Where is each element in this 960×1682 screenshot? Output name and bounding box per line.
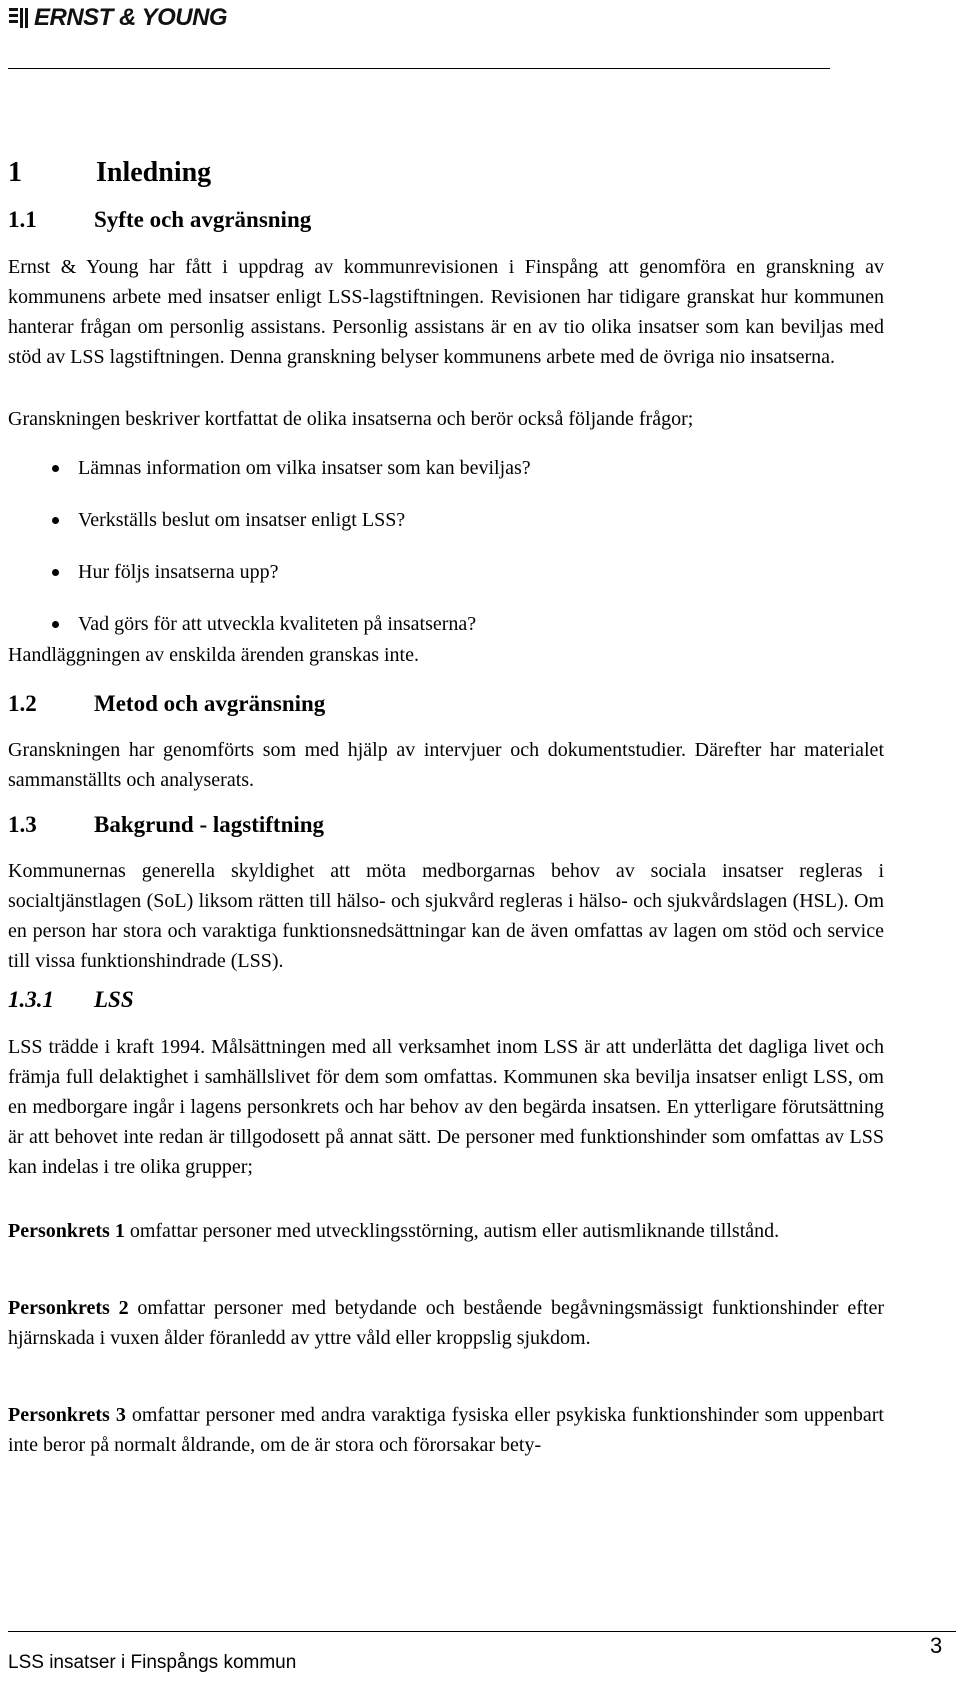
paragraph-lss: LSS trädde i kraft 1994. Målsättningen med all verksamhet inom LSS är att underlätta det dagliga livet och främja full delaktighet i samhällslivet för dem som omfattas. Kommunen ska bevilja insatser enligt LSS, om en medborgare ingår i lagens personkrets och har behov av den begärda insatsen. En ytterligare förutsättning är att behovet inte redan är tillgodosett på annat sätt. De personer med funktionshinder som omfattas av LSS kan indelas i tre olika grupper; — [8, 1036, 884, 1178]
logo-text: ERNST & YOUNG — [34, 4, 228, 31]
list-item — [8, 453, 531, 483]
personkrets-text: omfattar personer med utvecklingsstörning, autism eller autismliknande tillstånd. — [124, 1220, 780, 1242]
personkrets-label: Personkrets 3 — [8, 1404, 126, 1426]
section-title: Syfte och avgränsning — [94, 207, 312, 232]
list-item — [8, 609, 531, 639]
list-item — [8, 557, 531, 587]
personkrets-label: Personkrets 1 — [8, 1220, 125, 1242]
paragraph-personkrets-3 — [8, 1400, 884, 1460]
personkrets-text: omfattar personer med betydande och bestående begåvningsmässigt funktionshinder efter hjärnskada i vuxen ålder föranledd av yttre våld eller kroppslig sjukdom. — [8, 1297, 884, 1349]
paragraph-handlaggning: Handläggningen av enskilda ärenden granskas inte. — [8, 644, 419, 666]
section-number: 1.3 — [8, 812, 37, 837]
bullet-icon — [52, 621, 59, 628]
paragraph-bakgrund: Kommunernas generella skyldighet att möta medborgarnas behov av sociala insatser regleras i socialtjänstlagen (SoL) liksom rätten till hälso- och sjukvård regleras i hälso- och sjukvårdslagen (HSL). Om en person har stora och varaktiga funktionsnedsättningar kan de även omfattas av lagen om stöd och service till vissa funktionshindrade (LSS). — [8, 860, 884, 972]
section-heading-1-3-1 — [8, 985, 134, 1015]
paragraph-metod: Granskningen har genomförts som med hjälp av intervjuer och dokumentstudier. Därefter har materialet sammanställts och analyserats. — [8, 739, 884, 791]
personkrets-label: Personkrets 2 — [8, 1297, 129, 1319]
chapter-title: Inledning — [96, 157, 212, 188]
footer-divider — [8, 1631, 956, 1632]
company-logo — [8, 2, 227, 34]
section-heading-1-1 — [8, 205, 311, 235]
chapter-heading — [8, 156, 211, 190]
paragraph-personkrets-2 — [8, 1293, 884, 1353]
paragraph-personkrets-1 — [8, 1216, 884, 1246]
bullet-icon — [52, 517, 59, 524]
list-item-text: Hur följs insatserna upp? — [78, 561, 279, 583]
section-number: 1.3.1 — [8, 987, 54, 1012]
section-title: Metod och avgränsning — [94, 691, 326, 716]
footer-title: LSS insatser i Finspångs kommun — [8, 1652, 297, 1673]
bullet-icon — [52, 465, 59, 472]
paragraph-intro: Ernst & Young har fått i uppdrag av kommunrevisionen i Finspång att genomföra en granskning av kommunens arbete med insatser enligt LSS-lagstiftningen. Revisionen har tidigare granskat hur kommunen hanterar frågan om personlig assistans. Personlig assistans är en av tio olika insatser som kan beviljas med stöd av LSS lagstiftningen. Denna granskning belyser kommunens arbete med de övriga nio insatserna. — [8, 256, 884, 368]
section-heading-1-2 — [8, 689, 325, 719]
page-number: 3 — [930, 1633, 943, 1658]
section-heading-1-3 — [8, 810, 324, 840]
paragraph-granskning: Granskningen beskriver kortfattat de olika insatserna och berör också följande frågor; — [8, 408, 694, 430]
list-item-text: Vad görs för att utveckla kvaliteten på insatserna? — [78, 613, 477, 635]
list-item — [8, 505, 531, 535]
ey-logo-icon — [8, 6, 30, 30]
section-number: 1.2 — [8, 691, 37, 716]
section-title: LSS — [94, 987, 134, 1012]
list-item-text: Verkställs beslut om insatser enligt LSS? — [78, 509, 406, 531]
personkrets-text: omfattar personer med andra varaktiga fysiska eller psykiska funktionshinder som uppenbart inte beror på normalt åldrande, om de är stora och förorsakar bety- — [8, 1404, 884, 1456]
bullet-icon — [52, 569, 59, 576]
list-item-text: Lämnas information om vilka insatser som kan beviljas? — [78, 457, 531, 479]
header-divider — [8, 68, 830, 69]
question-list — [8, 453, 531, 661]
section-number: 1.1 — [8, 207, 37, 232]
section-title: Bakgrund - lagstiftning — [94, 812, 325, 837]
chapter-number: 1 — [8, 157, 22, 188]
